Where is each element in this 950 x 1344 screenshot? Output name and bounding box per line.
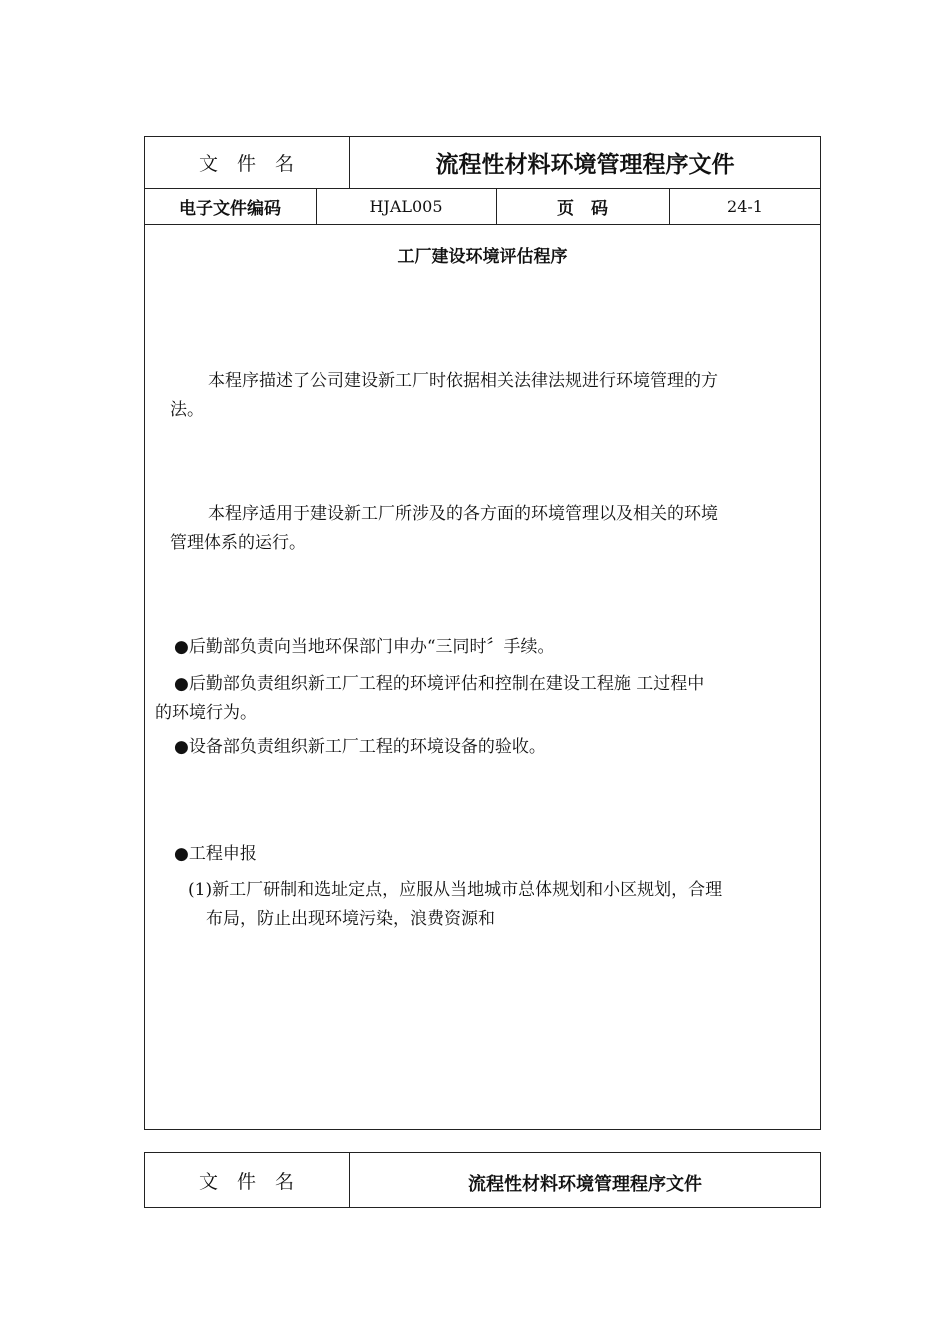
scope-paragraph-line1: 本程序适用于建设新工厂所涉及的各方面的环境管理以及相关的环境 — [208, 504, 718, 524]
electronic-code-label: 电子文件编码 — [179, 198, 281, 219]
procedure-item-line1: (1)新工厂研制和选址定点，应服从当地城市总体规划和小区规划，合理 — [188, 880, 723, 900]
page-number: 24-1 — [727, 196, 763, 216]
electronic-code-value: HJAL005 — [369, 196, 443, 216]
page-label: 页 码 — [557, 198, 608, 219]
footer-document-title: 流程性材料环境管理程序文件 — [468, 1174, 702, 1195]
procedure-item-line2: 布局，防止出现环境污染，浪费资源和 — [206, 909, 495, 929]
file-name-label: 文 件 名 — [198, 152, 294, 175]
footer-file-name-label: 文 件 名 — [198, 1170, 294, 1193]
scope-paragraph-line2: 管理体系的运行。 — [170, 533, 306, 553]
purpose-paragraph-line1: 本程序描述了公司建设新工厂时依据相关法律法规进行环境管理的方 — [208, 371, 718, 391]
responsibility-item-2-line1: ●后勤部负责组织新工厂工程的环境评估和控制在建设工程施 工过程中 — [174, 674, 705, 694]
section-title: 工厂建设环境评估程序 — [397, 247, 568, 267]
responsibility-item-3: ●设备部负责组织新工厂工程的环境设备的验收。 — [174, 737, 546, 757]
purpose-paragraph-line2: 法。 — [170, 400, 204, 420]
responsibility-item-2-line2: 的环境行为。 — [155, 703, 257, 723]
document-title: 流程性材料环境管理程序文件 — [435, 151, 735, 178]
responsibility-item-1: ●后勤部负责向当地环保部门申办“三同时〞手续。 — [174, 637, 555, 657]
procedure-heading: ●工程申报 — [174, 844, 257, 864]
